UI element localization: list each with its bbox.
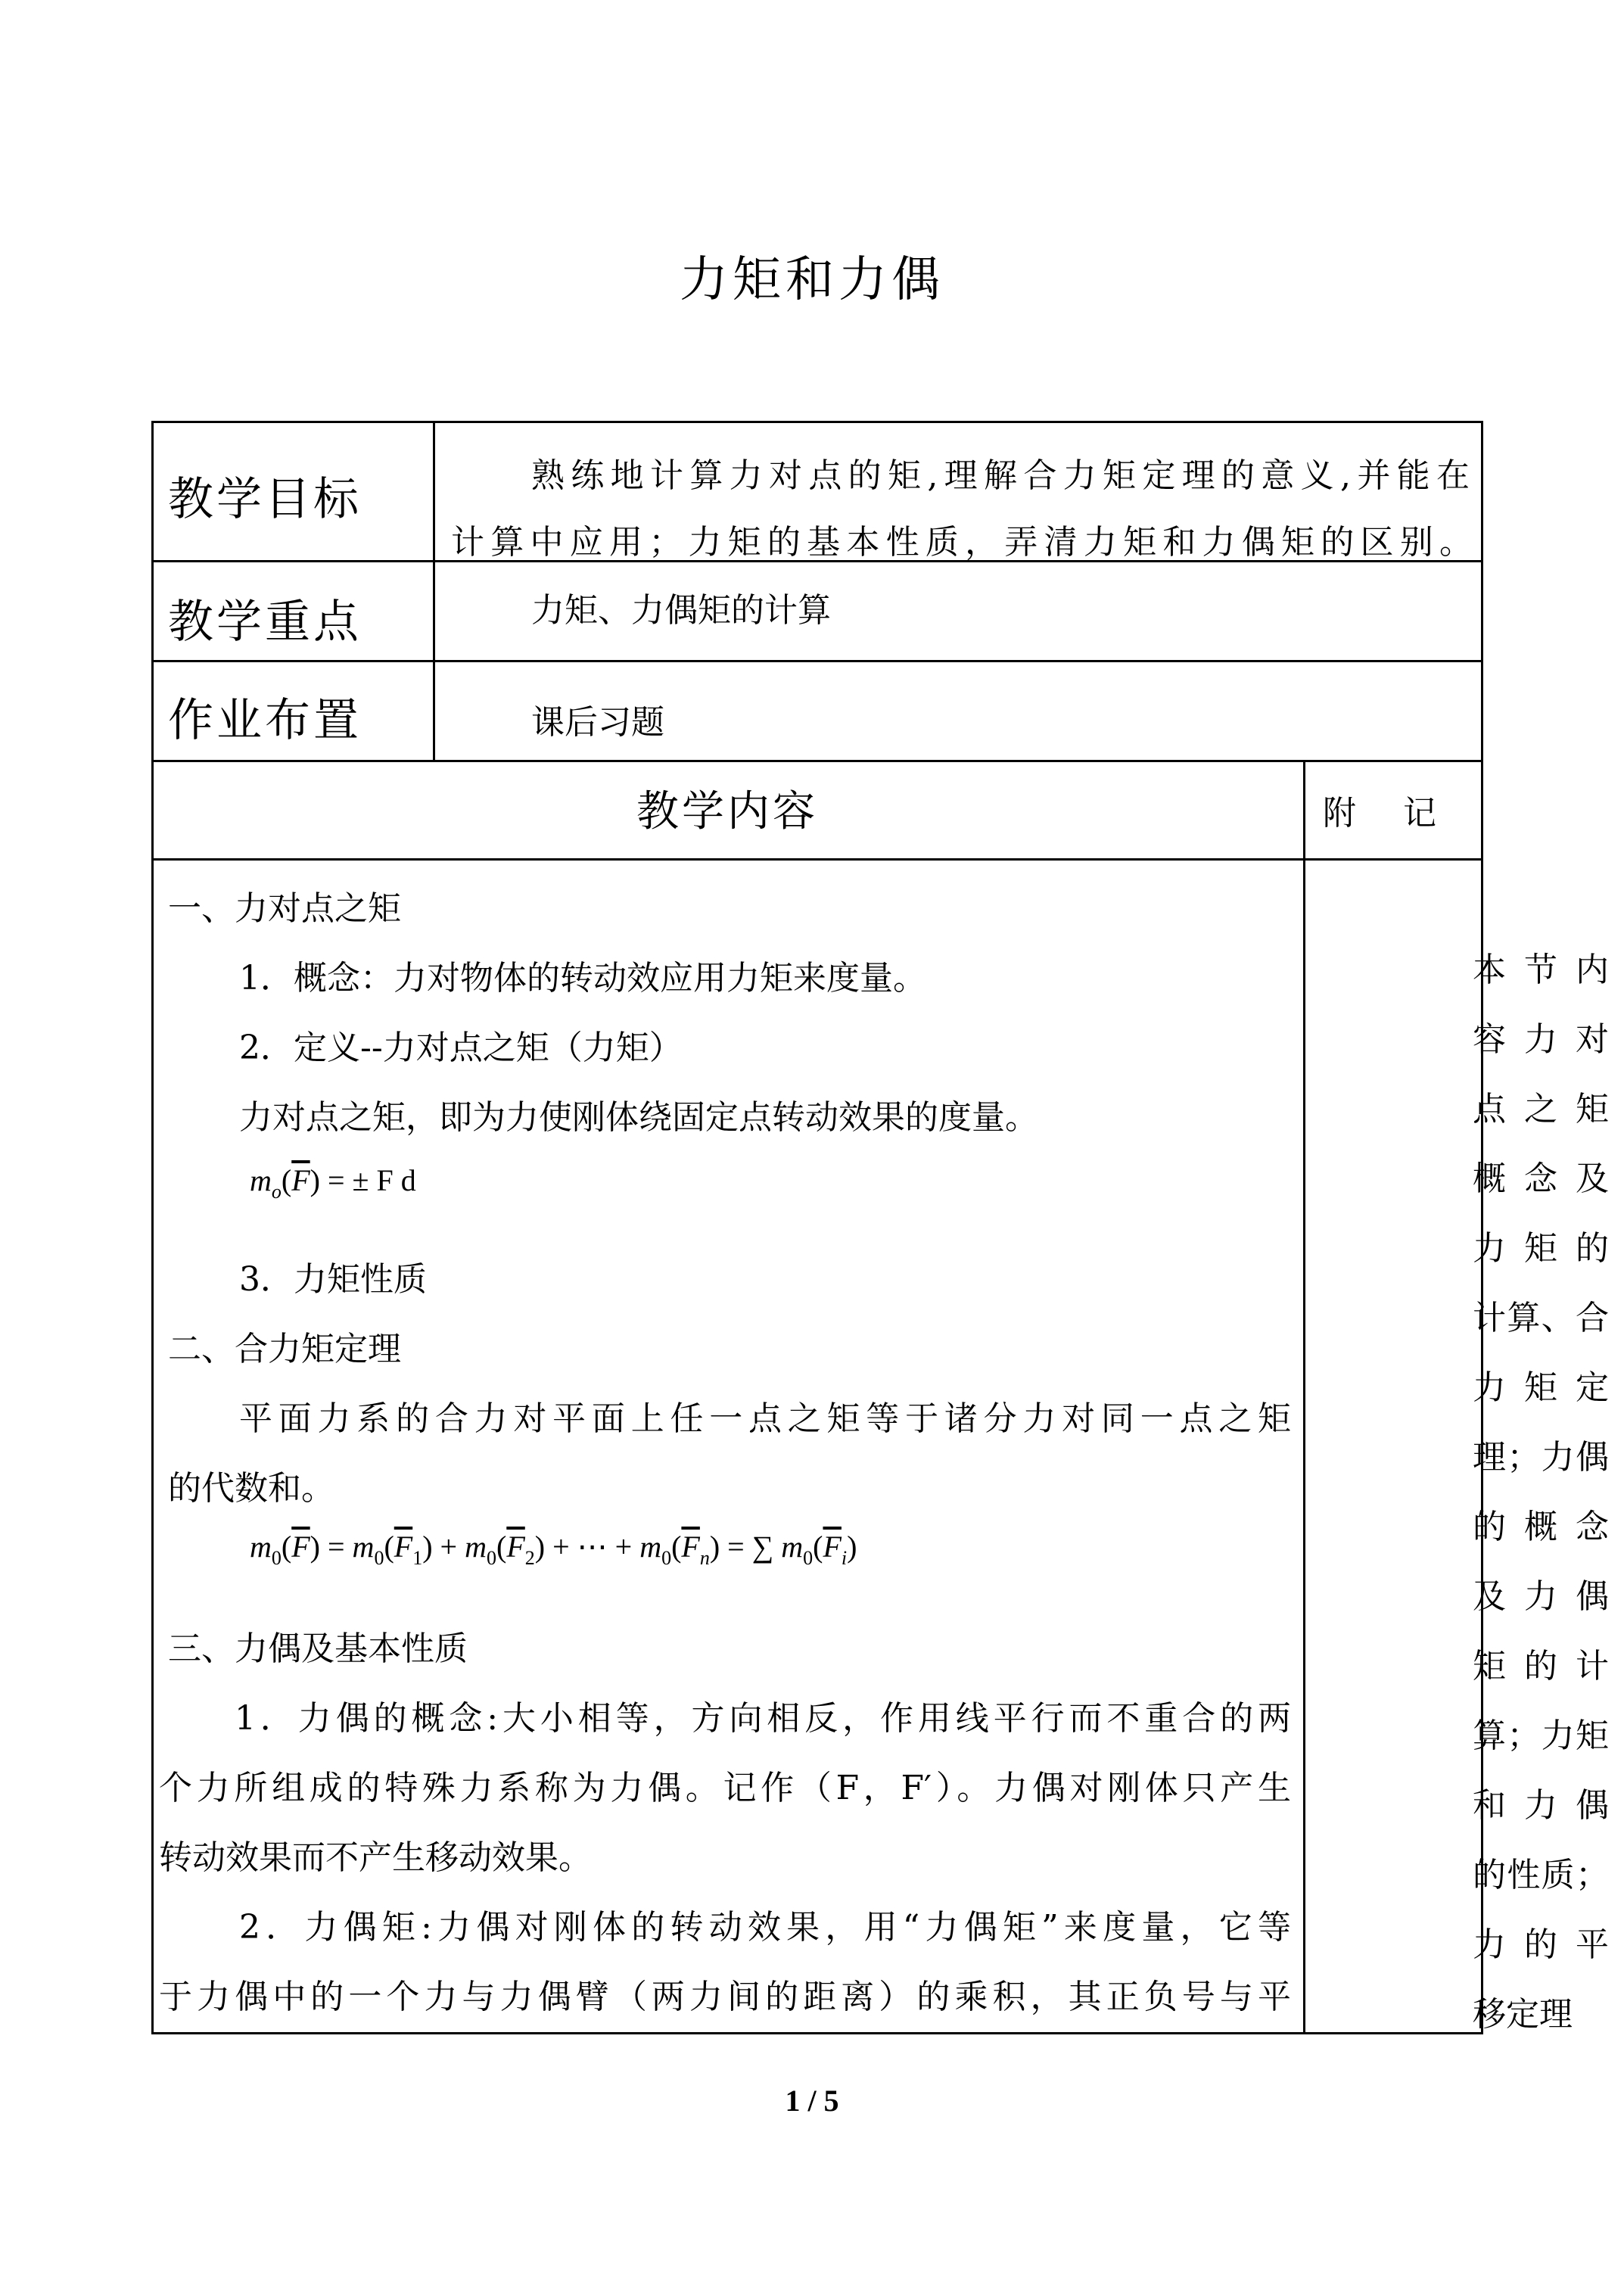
side-note-line: 矩的计 — [1473, 1647, 1609, 1685]
section3-line1: 1．力偶的概念:大小相等，方向相反，作用线平行而不重合的两 — [235, 1699, 1291, 1738]
formula-term: m — [781, 1530, 804, 1564]
side-note-line: 移定理 — [1473, 1995, 1573, 2034]
notes-column-divider — [1303, 760, 1305, 2034]
section3-line5: 于力偶中的一个力与力偶臂（两力间的距离）的乘积，其正负号与平 — [159, 1978, 1291, 2016]
formula-subscript: i — [841, 1547, 848, 1569]
moment-formula: $m_o(\overline{F})$ = ± F d — [250, 1163, 416, 1203]
formula-vector: $\overline{F}$ — [506, 1530, 525, 1564]
formula-subscript: o — [271, 1181, 282, 1203]
side-note-line: 概念及 — [1473, 1159, 1609, 1198]
side-note-line: 理；力偶 — [1473, 1438, 1609, 1477]
formula-term: m — [250, 1530, 272, 1564]
formula-operator: ) = — [310, 1530, 353, 1564]
table-border-left — [151, 421, 154, 2034]
formula-subscript: 0 — [661, 1547, 672, 1569]
label-column-divider — [433, 421, 435, 762]
side-note-line: 本节内 — [1473, 951, 1609, 989]
formula-subscript: 0 — [374, 1547, 384, 1569]
goal-label: 教学目标 — [168, 473, 362, 526]
homework-text: 课后习题 — [531, 703, 664, 742]
homework-label: 作业布置 — [168, 694, 362, 747]
side-note-line: 点之矩 — [1473, 1090, 1609, 1128]
formula-term: m — [465, 1530, 487, 1564]
row-divider — [151, 858, 1483, 861]
formula-subscript: 2 — [524, 1547, 535, 1569]
document-title: 力矩和力偶 — [680, 252, 944, 308]
formula-operator: ) — [847, 1530, 857, 1564]
section2-title: 二、合力矩定理 — [168, 1330, 401, 1368]
formula-rhs: ) = ± F d — [310, 1163, 416, 1197]
formula-term: m — [352, 1530, 375, 1564]
formula-subscript: 1 — [412, 1547, 423, 1569]
section2-line2: 的代数和。 — [168, 1469, 334, 1508]
row-divider — [151, 660, 1483, 662]
side-note-line: 计算、合 — [1473, 1299, 1609, 1337]
side-note-line: 容力对 — [1473, 1020, 1609, 1059]
formula-vector: $\overline{F}$ — [291, 1163, 310, 1197]
side-note-line: 算；力矩 — [1473, 1717, 1609, 1755]
side-note-line: 的概念 — [1473, 1508, 1609, 1546]
table-border-bottom — [151, 2032, 1483, 2034]
side-note-line: 的性质； — [1473, 1856, 1609, 1894]
section3-line4: 2．力偶矩:力偶对刚体的转动效果，用“力偶矩”来度量，它等 — [239, 1908, 1291, 1947]
section1-explanation: 力对点之矩，即为力使刚体绕固定点转动效果的度量。 — [239, 1098, 1038, 1137]
row-divider — [151, 760, 1483, 762]
formula-subscript: n — [699, 1547, 710, 1569]
formula-vector: $\overline{F}$ — [394, 1530, 413, 1564]
formula-vector: $\overline{F}$ — [681, 1530, 700, 1564]
formula-term: m — [639, 1530, 662, 1564]
section1-definition: 2．定义--力对点之矩（力矩） — [239, 1029, 683, 1067]
section1-title: 一、力对点之矩 — [168, 889, 401, 928]
side-notes — [1473, 935, 1609, 2050]
section3-line3: 转动效果而不产生移动效果。 — [159, 1838, 592, 1877]
section3-title: 三、力偶及基本性质 — [168, 1629, 468, 1668]
formula-operator: ) + ⋯ + — [534, 1530, 640, 1564]
side-note-line: 力的平 — [1473, 1925, 1609, 1964]
side-note-line: 及力偶 — [1473, 1577, 1609, 1616]
formula-term: m — [250, 1163, 272, 1197]
page-indicator: 1 / 5 — [785, 2084, 839, 2118]
section1-properties: 3．力矩性质 — [239, 1260, 427, 1299]
table-border-top — [151, 421, 1483, 423]
content-header: 教学内容 — [636, 787, 818, 836]
formula-subscript: 0 — [803, 1547, 814, 1569]
resultant-moment-formula: $m_0(\overline{F}) = m_0(\overline{F}_1) + m_0(\overline{F}_2)$ + ⋯ + $m_0(\overline{F}_n)$ = ∑ $m_0(\overline{F}_i)$ — [250, 1530, 857, 1569]
side-note-line: 和力偶 — [1473, 1786, 1609, 1825]
lesson-plan-table — [151, 421, 1609, 2034]
goal-text-line2: 计算中应用；力矩的基本性质，弄清力矩和力偶矩的区别。 — [451, 523, 1473, 562]
focus-text: 力矩、力偶矩的计算 — [531, 591, 831, 630]
section1-concept: 1．概念：力对物体的转动效应用力矩来度量。 — [239, 959, 926, 998]
notes-header: 附 记 — [1323, 794, 1454, 833]
formula-vector: $\overline{F}$ — [291, 1530, 310, 1564]
goal-text-line1: 熟练地计算力对点的矩,理解合力矩定理的意义,并能在 — [531, 456, 1470, 495]
side-note-line: 力矩定 — [1473, 1368, 1609, 1407]
focus-label: 教学重点 — [168, 596, 362, 649]
formula-subscript: 0 — [271, 1547, 282, 1569]
formula-vector: $\overline{F}$ — [823, 1530, 842, 1564]
side-note-line: 力矩的 — [1473, 1229, 1609, 1268]
section3-line2: 个力所组成的特殊力系称为力偶。记作（F，F′）。力偶对刚体只产生 — [159, 1769, 1291, 1807]
section2-line1: 平面力系的合力对平面上任一点之矩等于诸分力对同一点之矩 — [239, 1399, 1291, 1438]
formula-operator: ) = ∑ — [709, 1530, 782, 1564]
formula-subscript: 0 — [486, 1547, 496, 1569]
formula-operator: ) + — [422, 1530, 465, 1564]
